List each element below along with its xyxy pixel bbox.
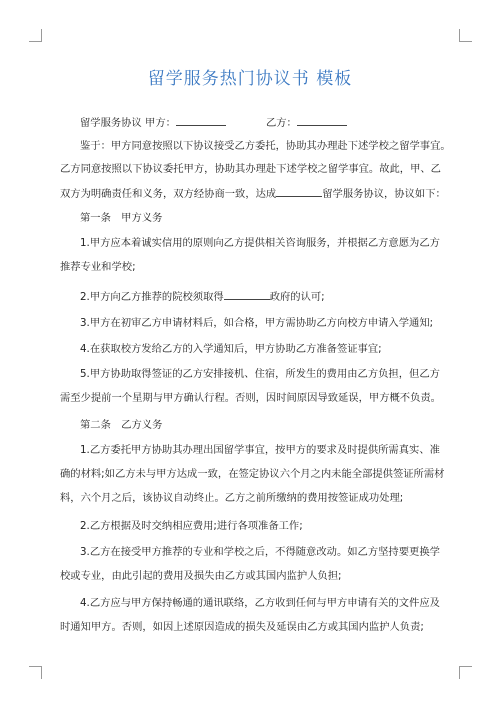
article-1-clause-5-line-2: 需至少提前一个星期与甲方确认行程。否则，因时间原因导致延误，甲方概不负责。 [60, 392, 441, 404]
article-1-clause-1-line-2: 推荐专业和学校; [60, 261, 136, 273]
article-1-clause-5-line-1: 5.甲方协助取得签证的乙方安排接机、住宿，所发生的费用由乙方负担，但乙方 [80, 368, 440, 380]
article-2-clause-4-line-2: 时通知甲方。否则，如因上述原因造成的损失及延误由乙方或其国内监护人负责; [60, 621, 424, 633]
article-2-clause-3-line-1: 3.乙方在接受甲方推荐的专业和学校之后，不得随意改动。如乙方坚持要更换学 [80, 546, 440, 558]
article-2-clause-4-line-1: 4.乙方应与甲方保持畅通的通讯联络，乙方收到任何与甲方申请有关的文件应及 [80, 597, 440, 609]
agreement-blank [276, 186, 322, 197]
preamble-line-3-b: 留学服务协议，协议如下： [322, 188, 446, 200]
crop-mark-top-left [29, 29, 42, 42]
article-1-clause-2-a: 2.甲方向乙方推荐的院校须取得 [80, 291, 224, 303]
article-2-heading: 第二条 乙方义务 [80, 419, 163, 431]
government-blank [224, 289, 270, 300]
party-a-label: 留学服务协议 甲方： [80, 117, 176, 129]
article-2-clause-1-line-1: 1.乙方委托甲方协助其办理出国留学事宜，按甲方的要求及时提供所需真实、准 [80, 444, 440, 456]
article-2-clause-1-line-3: 料，六个月之后，该协议自动终止。乙方之前所缴纳的费用按签证成功处理; [60, 492, 404, 504]
party-b-label: 乙方： [265, 117, 297, 129]
article-1-clause-2 [80, 289, 325, 304]
preamble-line-1: 鉴于：甲方同意按照以下协议接受乙方委托，协助其办理赴下述学校之留学事宜。 [80, 140, 451, 152]
preamble-line-3 [60, 186, 446, 201]
preamble-line-2: 乙方同意按照以下协议委托甲方，协助其办理赴下述学校之留学事宜。故此，甲、乙 [60, 163, 441, 175]
document-title: 留学服务热门协议书 模板 [147, 69, 353, 89]
article-2-clause-2: 2.乙方根据及时交纳相应费用;进行各项准备工作; [80, 520, 303, 532]
party-header-line [80, 115, 347, 130]
crop-mark-top-right [459, 29, 472, 42]
article-2-clause-3-line-2: 校或专业，由此引起的费用及损失由乙方或其国内监护人负担; [60, 570, 342, 582]
article-1-clause-2-b: 政府的认可; [269, 291, 325, 303]
preamble-line-3-a: 双方为明确责任和义务，双方经协商一致，达成 [60, 188, 277, 200]
party-a-blank [176, 115, 226, 126]
crop-mark-bottom-right [459, 666, 472, 679]
article-1-clause-1-line-1: 1.甲方应本着诚实信用的原则向乙方提供相关咨询服务，并根据乙方意愿为乙方 [80, 237, 440, 249]
article-1-clause-4: 4.在获取校方发给乙方的入学通知后，甲方协助乙方准备签证事宜; [80, 343, 382, 355]
article-2-clause-1-line-2: 确的材料;如乙方未与甲方达成一致，在签定协议六个月之内未能全部提供签证所需材 [60, 468, 445, 480]
party-b-blank [297, 115, 347, 126]
article-1-clause-3: 3.甲方在初审乙方申请材料后，如合格，甲方需协助乙方向校方申请入学通知; [80, 317, 434, 329]
crop-mark-bottom-left [29, 666, 42, 679]
article-1-heading: 第一条 甲方义务 [80, 212, 163, 224]
